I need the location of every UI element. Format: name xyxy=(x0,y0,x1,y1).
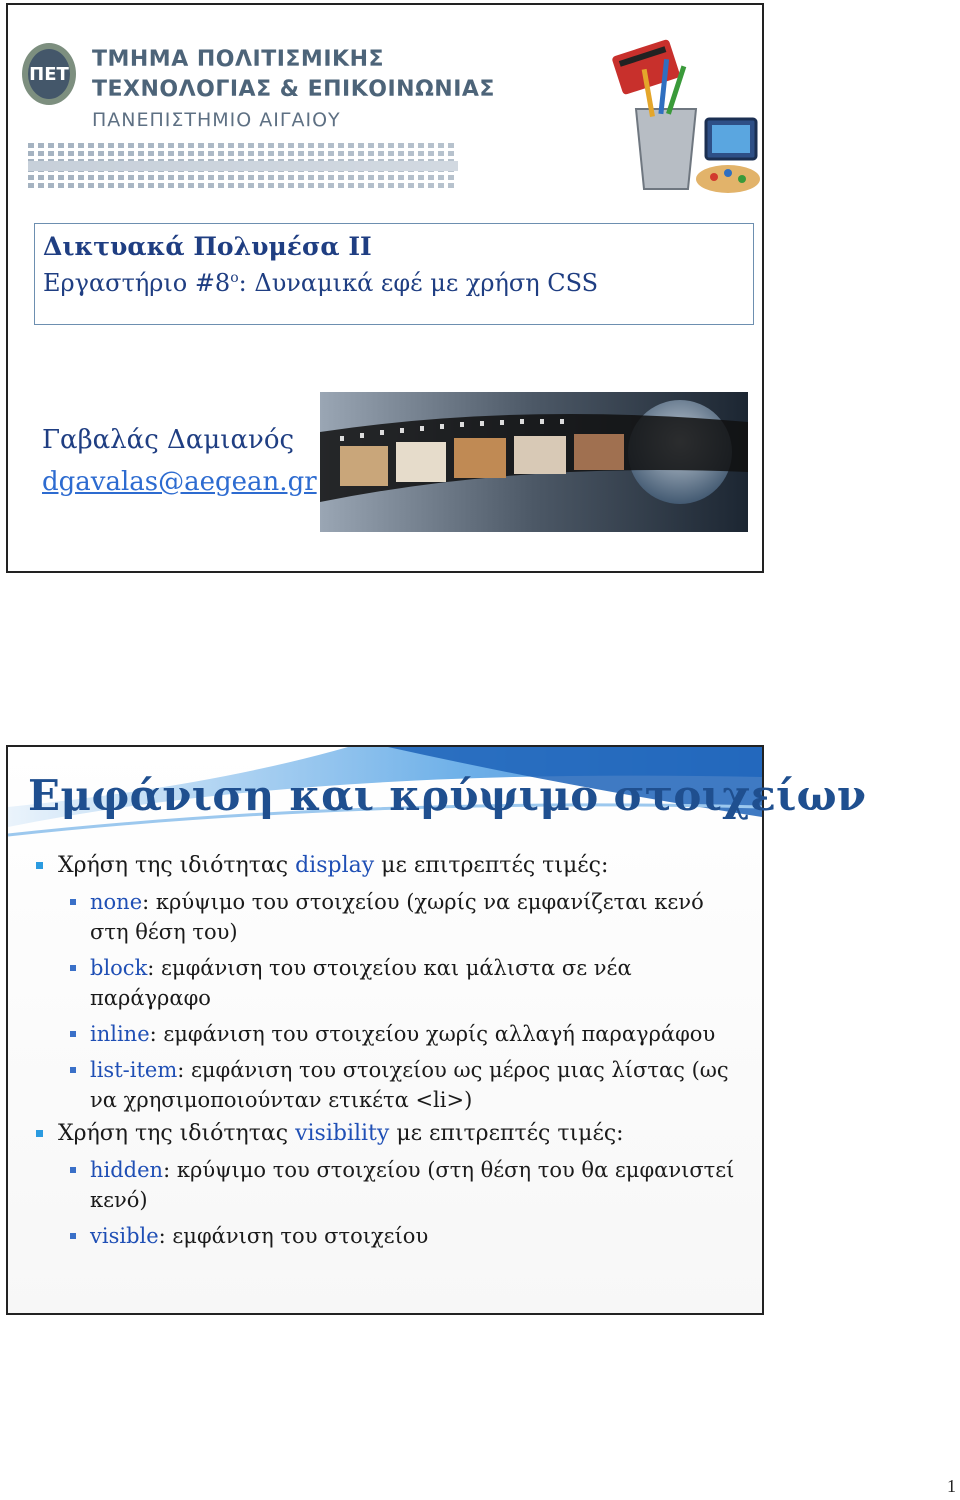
author-email-link[interactable]: dgavalas@aegean.gr xyxy=(42,467,317,497)
lab-title xyxy=(43,269,745,297)
page-number: 1 xyxy=(947,1476,956,1496)
sub-bullet-item xyxy=(36,1019,748,1049)
bullet-marker-icon xyxy=(70,1233,76,1239)
university-name: ΠΑΝΕΠΙΣΤΗΜΙΟ ΑΙΓΑΙΟΥ xyxy=(92,109,341,131)
department-emblem-icon: ΠΕΤ xyxy=(22,43,76,105)
bullet-list xyxy=(36,847,748,1251)
title-box xyxy=(34,223,754,325)
css-keyword: none xyxy=(90,890,143,914)
bullet-text: Χρήση της ιδιότητας xyxy=(58,1121,296,1146)
department-name-line1: ΤΜΗΜΑ ΠΟΛΙΤΙΣΜΙΚΗΣ xyxy=(92,47,385,72)
bullet-marker-icon xyxy=(36,862,43,869)
bullet-text: : εμφάνιση του στοιχείου χωρίς αλλαγή παραγράφου xyxy=(149,1022,716,1046)
bullet-text: : εμφάνιση του στοιχείου ως μέρος μιας λίστας (ως να χρησιμοποιούνταν ετικέτα <li>) xyxy=(90,1058,729,1112)
department-name-line2: ΤΕΧΝΟΛΟΓΙΑΣ & ΕΠΙΚΟΙΝΩΝΙΑΣ xyxy=(92,77,495,102)
bullet-marker-icon xyxy=(36,1130,43,1137)
bullet-marker-icon xyxy=(70,899,76,905)
decorative-pattern-stripe xyxy=(28,143,458,189)
css-keyword: visibility xyxy=(295,1121,390,1146)
css-keyword: hidden xyxy=(90,1158,164,1182)
bullet-marker-icon xyxy=(70,1167,76,1173)
css-keyword: block xyxy=(90,956,148,980)
lab-title-suffix: : Δυναμικά εφέ με χρήση CSS xyxy=(238,269,599,297)
bullet-marker-icon xyxy=(70,1067,76,1073)
content-slide xyxy=(6,745,867,1315)
bullet-text: με επιτρεπτές τιμές: xyxy=(374,853,609,878)
course-title: Δικτυακά Πολυμέσα ΙΙ xyxy=(43,232,372,261)
bullet-text: : κρύψιμο του στοιχείου (χωρίς να εμφανίζεται κενό στη θέση του) xyxy=(90,890,704,944)
bullet-marker-icon xyxy=(70,1031,76,1037)
sub-bullet-item xyxy=(36,887,748,947)
bullet-text: : κρύψιμο του στοιχείου (στη θέση του θα εμφανιστεί κενό) xyxy=(90,1158,735,1212)
sub-bullet-item xyxy=(36,1155,748,1215)
bullet-marker-icon xyxy=(70,965,76,971)
title-slide xyxy=(6,3,764,573)
css-keyword: display xyxy=(295,853,375,878)
author-name: Γαβαλάς Δαμιανός xyxy=(42,425,295,455)
sub-bullet-item xyxy=(36,1055,748,1115)
bullet-item xyxy=(36,851,748,881)
bullet-text: : εμφάνιση του στοιχείου και μάλιστα σε νέα παράγραφο xyxy=(90,956,632,1010)
sub-bullet-item xyxy=(36,953,748,1013)
css-keyword: visible xyxy=(90,1224,159,1248)
css-keyword: inline xyxy=(90,1022,150,1046)
slide-title: Εμφάνιση και κρύψιμο στοιχείων xyxy=(28,771,867,820)
bullet-item xyxy=(36,1119,748,1149)
sub-bullet-item xyxy=(36,1221,748,1251)
department-logo xyxy=(22,35,495,195)
lab-title-prefix: Εργαστήριο #8 xyxy=(43,269,231,297)
bullet-text: : εμφάνιση του στοιχείου xyxy=(158,1224,429,1248)
bullet-text: με επιτρεπτές τιμές: xyxy=(389,1121,624,1146)
css-keyword: list-item xyxy=(90,1058,178,1082)
filmstrip-image xyxy=(320,392,748,532)
bullet-text: Χρήση της ιδιότητας xyxy=(58,853,296,878)
art-supplies-icon xyxy=(606,39,766,199)
lab-title-superscript: ο xyxy=(230,270,239,286)
